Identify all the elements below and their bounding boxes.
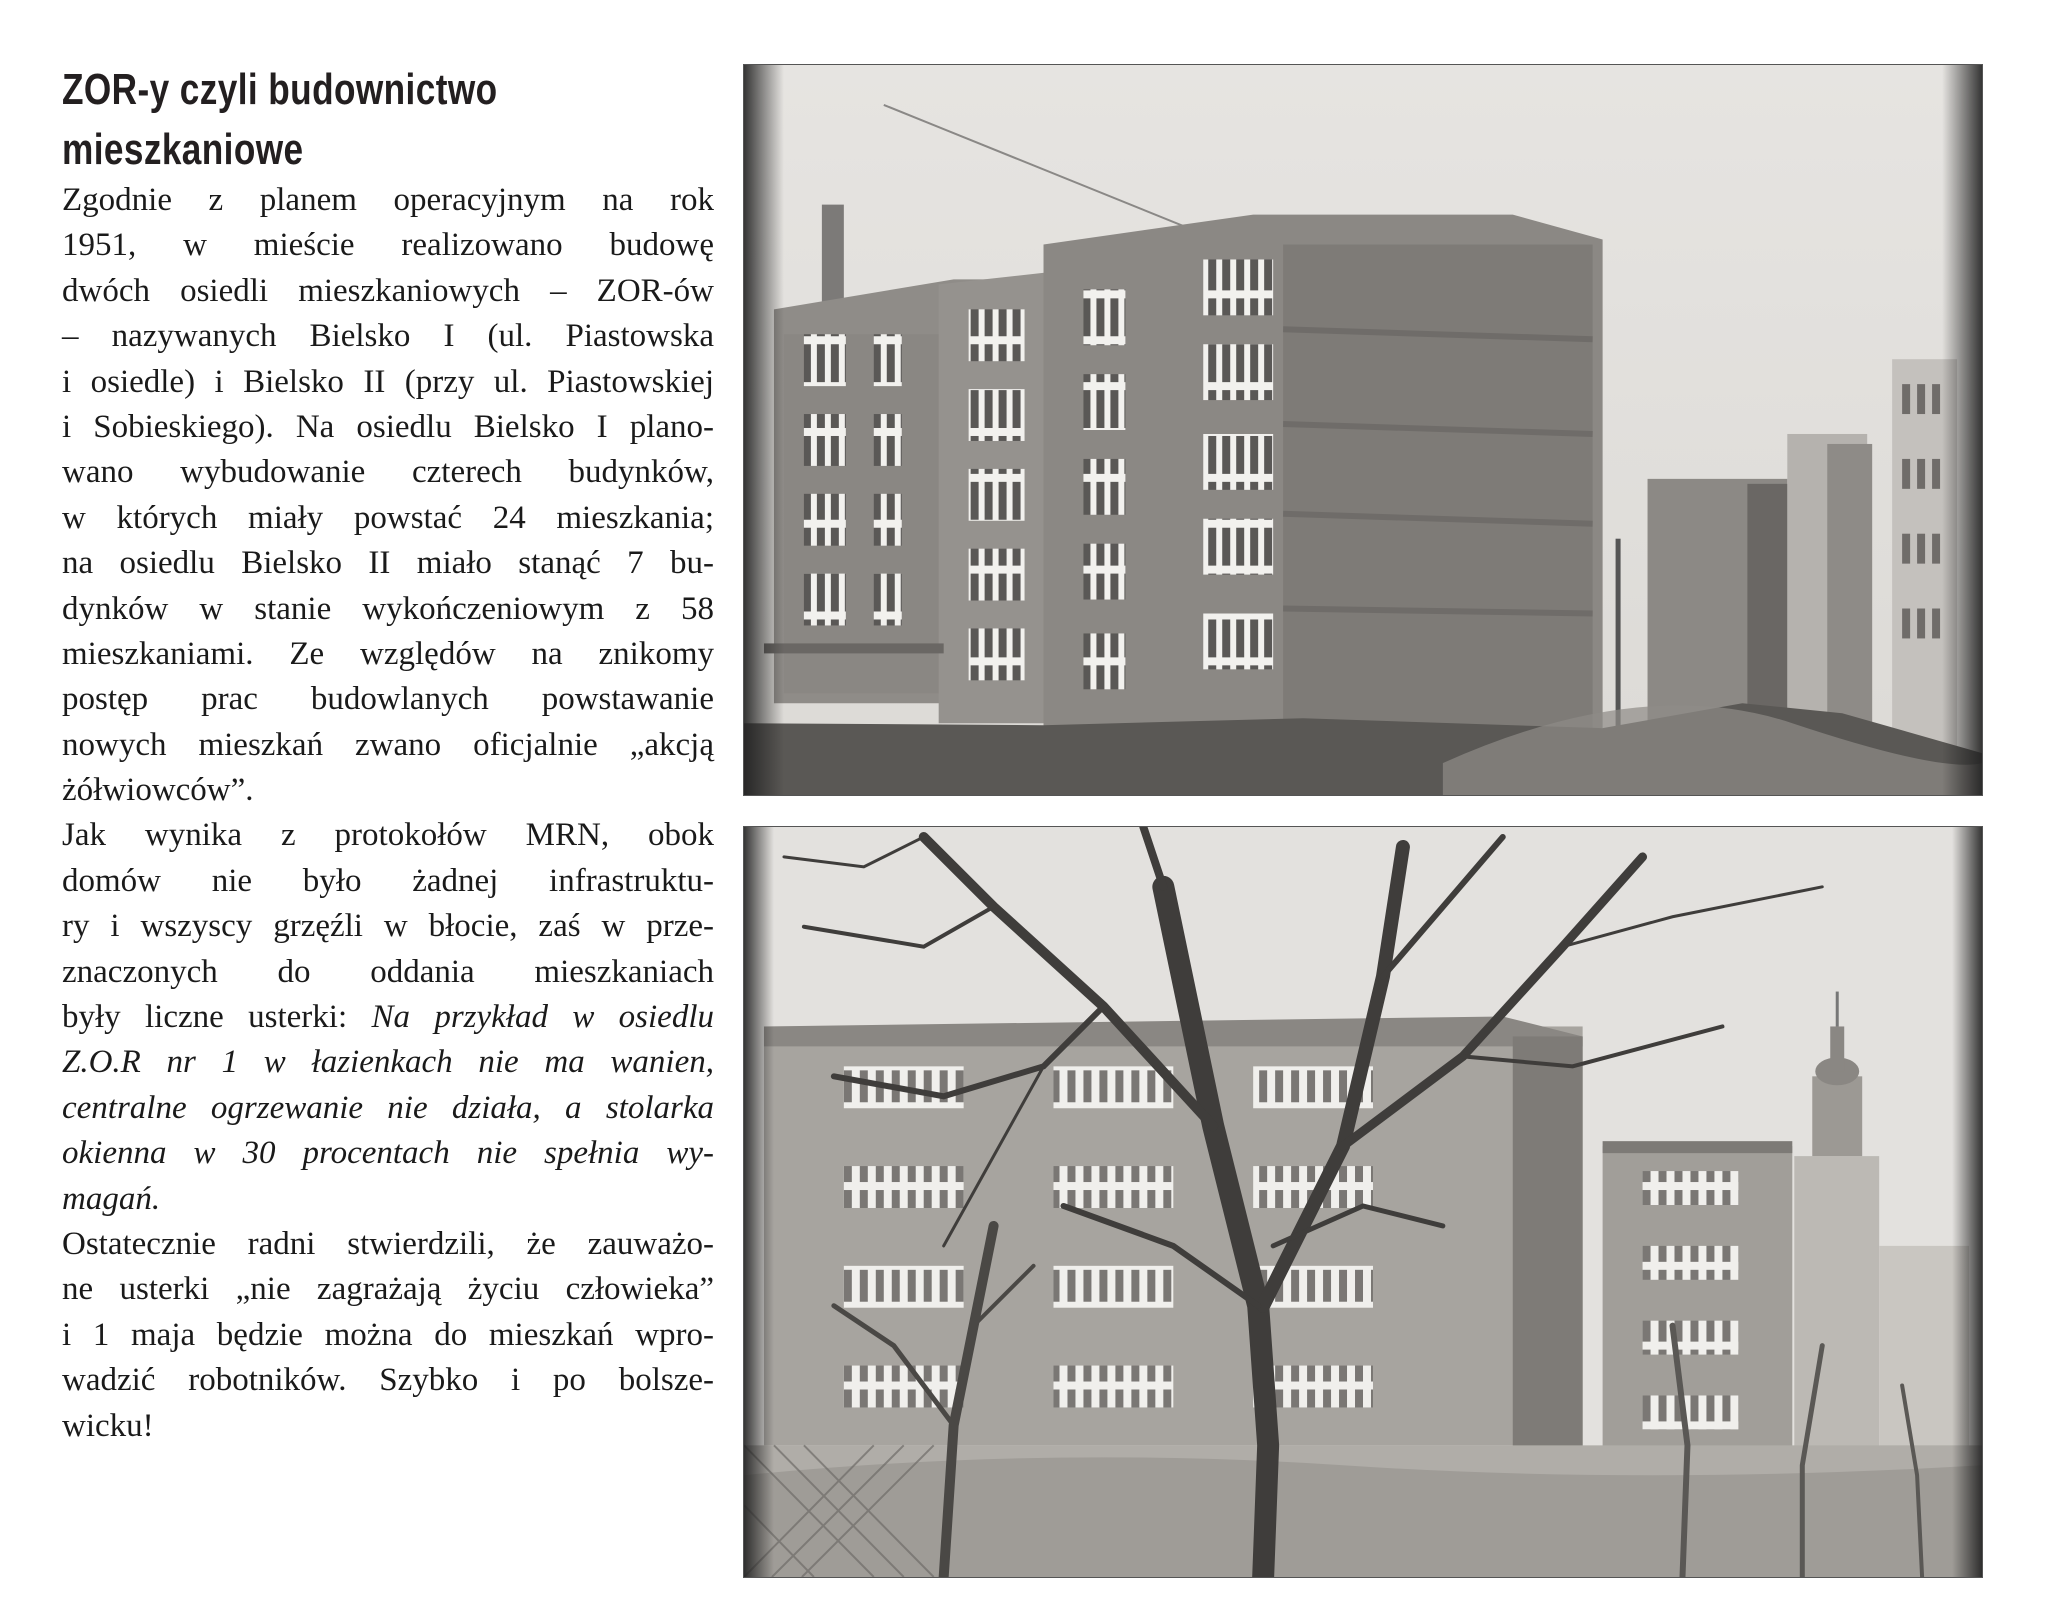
body-line: na osiedlu Bielsko II miało stanąć 7 bu- — [62, 545, 714, 582]
body-text-plain: były liczne usterki: — [62, 999, 372, 1036]
body-line: znaczonych do oddania mieszkaniach — [62, 953, 714, 990]
quote-italic: Na przykład w osiedlu — [371, 999, 714, 1036]
body-line: domów nie było żadnej infrastruktu- — [62, 862, 714, 899]
body-line: wadzić robotników. Szybko i po bolsze- — [62, 1362, 714, 1399]
title-line-2: mieszkaniowe — [62, 125, 304, 174]
body-line: i osiedle) i Bielsko II (przy ul. Piastowskiej — [62, 363, 714, 400]
photo-construction-illustration — [744, 65, 1982, 795]
body-line: żółwiowców”. — [62, 772, 254, 809]
article-title — [62, 60, 606, 180]
quote-line: centralne ogrzewanie nie działa, a stolarka — [62, 1089, 714, 1126]
body-line: Jak wynika z protokołów MRN, obok — [62, 817, 714, 854]
body-line: – nazywanych Bielsko I (ul. Piastowska — [62, 318, 714, 355]
body-line-mixed — [62, 995, 714, 1040]
body-line: w których miały powstać 24 mieszkania; — [62, 499, 714, 536]
body-line: postęp prac budowlanych powstawanie — [62, 681, 714, 718]
article-body — [62, 178, 714, 1449]
body-line: dynków w stanie wykończeniowym z 58 — [62, 590, 714, 627]
body-line: Ostatecznie radni stwierdzili, że zauważo- — [62, 1225, 714, 1262]
photo-tree-illustration — [744, 827, 1982, 1577]
quote-line: Z.O.R nr 1 w łazienkach nie ma wanien, — [62, 1044, 714, 1081]
body-line: ry i wszyscy grzęźli w błocie, zaś w prze- — [62, 908, 714, 945]
body-line: 1951, w mieście realizowano budowę — [62, 227, 714, 264]
body-line: Zgodnie z planem operacyjnym na rok — [62, 182, 714, 218]
body-line: i 1 maja będzie można do mieszkań wpro- — [62, 1316, 714, 1353]
body-line: wicku! — [62, 1407, 154, 1444]
body-line: dwóch osiedli mieszkaniowych – ZOR-ów — [62, 272, 714, 309]
body-line: nowych mieszkań zwano oficjalnie „akcją — [62, 726, 714, 763]
quote-line: okienna w 30 procentach nie spełnia wy- — [62, 1135, 714, 1172]
body-line: mieszkaniami. Ze względów na znikomy — [62, 635, 714, 672]
body-line: i Sobieskiego). Na osiedlu Bielsko I plano- — [62, 408, 714, 445]
photo-tree-and-blocks — [743, 826, 1983, 1578]
quote-line: magań. — [62, 1180, 161, 1217]
title-line-1: ZOR-y czyli budownictwo — [62, 65, 498, 114]
photo-construction-blocks — [743, 64, 1983, 796]
body-line: wano wybudowanie czterech budynków, — [62, 454, 714, 491]
body-line: ne usterki „nie zagrażają życiu człowieka” — [62, 1271, 714, 1308]
